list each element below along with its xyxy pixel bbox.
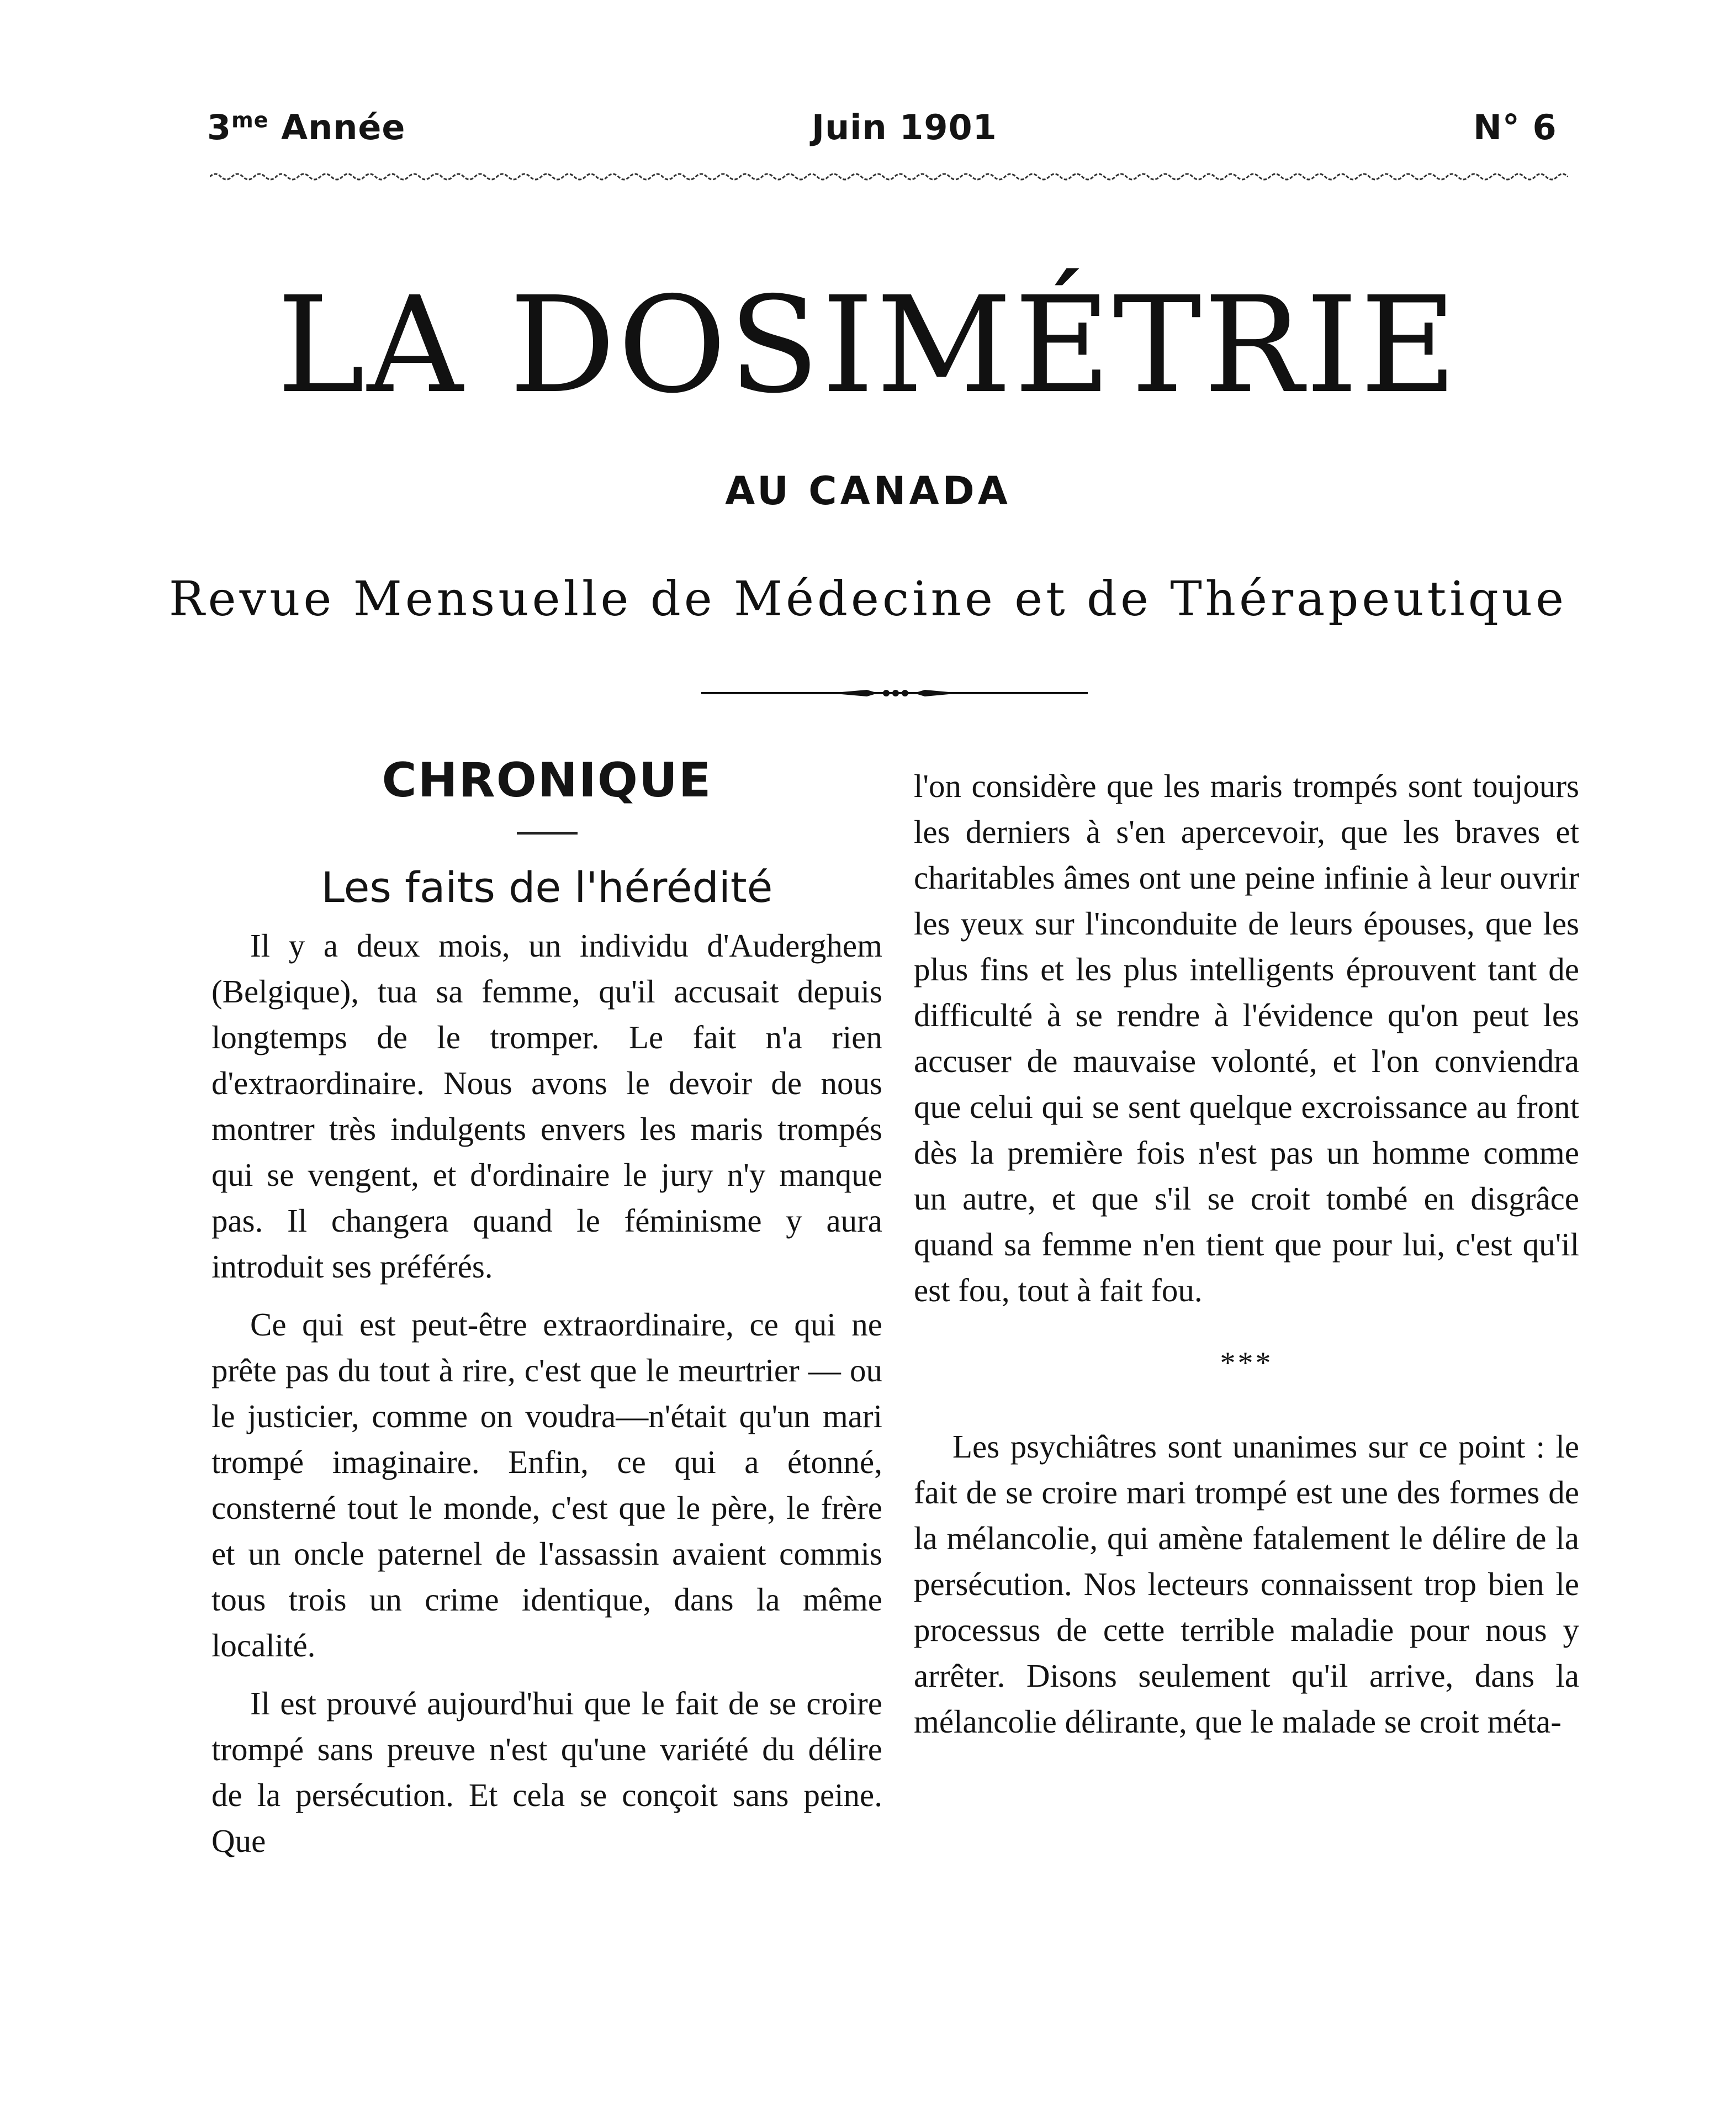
article-paragraph: Ce qui est peut-être extraordinaire, ce qui ne prête pas du tout à rire, c'est que le meurtrier — ou le justicier, comme on voudra—n'était qu'un mari trompé imaginaire. Enfin, ce qui a étonné, consterné tout le monde, c'est que le père, le frère et un oncle paternel de l'assassin avaient commis tous trois un crime identique, dans la même localité. (211, 1306, 882, 1664)
masthead-tagline: Revue Mensuelle de Médecine et de Thérapeutique (168, 572, 1568, 627)
ornament-divider (701, 685, 1088, 701)
article-title: Les faits de l'hérédité (321, 863, 773, 912)
volume-label (207, 107, 406, 147)
section-heading: CHRONIQUE (382, 753, 712, 808)
asterism-separator: *** (1220, 1346, 1273, 1380)
column-right (914, 763, 1579, 1745)
masthead-title: LA DOSIMÉTRIE (277, 268, 1459, 423)
issue-number: N° 6 (1473, 107, 1557, 147)
issue-date: Juin 1901 (812, 107, 997, 147)
volume-word: Année (281, 107, 406, 147)
section-rule (517, 832, 578, 835)
header-wavy-rule (210, 170, 1568, 183)
masthead-subtitle: AU CANADA (725, 468, 1011, 514)
article-paragraph-continued: l'on considère que les maris trompés sont toujours les derniers à s'en apercevoir, que les braves et charitables âmes ont une peine infinie à leur ouvrir les yeux sur l'inconduite de leurs épouses, que les plus fins et les plus intelligents éprouvent tant de difficulté à se rendre à l'évidence qu'on peut les accuser de mauvaise volonté, et l'on conviendra que celui qui se sent quelque excroissance au front dès la première fois n'est pas un homme comme un autre, et que s'il se croit tombé en disgrâce quand sa femme n'en tient que pour lui, c'est qu'il est fou, tout à fait fou. (914, 768, 1579, 1308)
article-paragraph: Il y a deux mois, un individu d'Auderghem (Belgique), tua sa femme, qu'il accusait depuis longtemps de le tromper. Le fait n'a rien d'extraordinaire. Nous avons le devoir de nous montrer très indulgents envers les maris trompés qui se vengent, et d'ordinaire le jury n'y manque pas. Il changera quand le féminisme y aura introduit ses préférés. (211, 927, 882, 1285)
volume-number: 3 (207, 107, 232, 147)
column-left (211, 753, 882, 1864)
article-paragraph: Il est prouvé aujourd'hui que le fait de se croire trompé sans preuve n'est qu'une variété du délire de la persécution. Et cela se conçoit sans peine. Que (211, 1685, 882, 1859)
volume-ordinal-suffix: me (231, 108, 269, 133)
article-paragraph: Les psychiâtres sont unanimes sur ce point : le fait de se croire mari trompé est une des formes de la mélancolie, qui amène fatalement le délire de la persécution. Nos lecteurs connaissent trop bien le processus de cette terrible maladie pour nous y arrêter. Disons seulement qu'il arrive, dans la mélancolie délirante, que le malade se croit méta- (914, 1428, 1579, 1740)
